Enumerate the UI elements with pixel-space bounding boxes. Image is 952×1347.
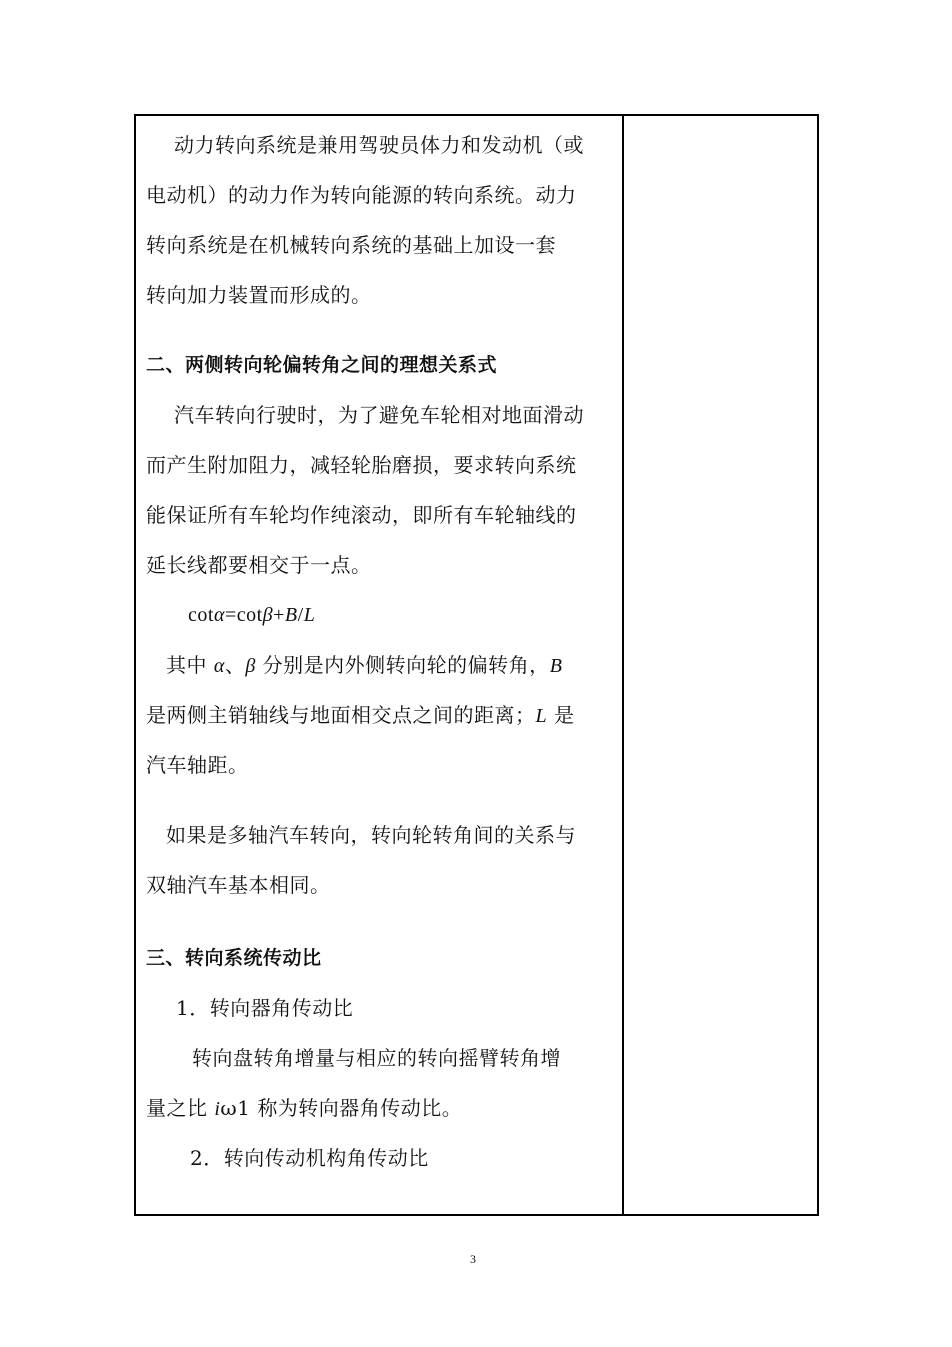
formula-eq: =cot — [224, 604, 263, 626]
section-2-para3-line-1: 如果是多轴汽车转向，转向轮转角间的关系与 — [166, 823, 576, 847]
document-table — [134, 114, 819, 1216]
section-2-para1-line-3: 能保证所有车轮均作纯滚动，即所有车轮轴线的 — [146, 503, 577, 527]
para2-sep: 、 — [224, 653, 246, 677]
section-3-item-1: 1．转向器角传动比 — [176, 996, 354, 1020]
item1-text-a: 量之比 — [146, 1096, 215, 1120]
intro-line-1: 动力转向系统是兼用驾驶员体力和发动机（或 — [174, 133, 584, 157]
section-2-para2-line-2 — [146, 702, 574, 729]
formula-alpha: α — [213, 604, 225, 626]
section-3-heading: 三、转向系统传动比 — [146, 947, 322, 969]
formula-plus: + — [273, 604, 285, 626]
section-3-item-1-text-line-1: 转向盘转角增量与相应的转向摇臂转角增 — [192, 1046, 561, 1070]
para2-alpha: α — [213, 655, 225, 677]
para2-B: B — [549, 655, 563, 677]
section-2-para1-line-4: 延长线都要相交于一点。 — [146, 553, 372, 577]
item1-i: i — [214, 1098, 221, 1120]
formula-slash: / — [297, 604, 304, 626]
steering-formula — [188, 602, 315, 628]
section-2-para1-line-2: 而产生附加阻力，减轻轮胎磨损，要求转向系统 — [146, 453, 577, 477]
para2-L: L — [535, 705, 548, 727]
para2-text-c: 是两侧主销轴线与地面相交点之间的距离； — [146, 703, 536, 727]
formula-cot: cot — [188, 604, 214, 626]
intro-line-3: 转向系统是在机械转向系统的基础上加设一套 — [146, 233, 556, 257]
para2-beta: β — [245, 655, 256, 677]
section-3-item-1-text-line-2 — [146, 1095, 462, 1122]
section-2-heading: 二、两侧转向轮偏转角之间的理想关系式 — [146, 354, 498, 376]
formula-beta: β — [262, 604, 274, 626]
section-2-para3-line-2: 双轴汽车基本相同。 — [146, 873, 331, 897]
section-2-para2-line-3: 汽车轴距。 — [146, 753, 249, 777]
section-3-item-2: 2．转向传动机构角传动比 — [190, 1146, 429, 1170]
page-number: 3 — [470, 1252, 476, 1266]
section-2-para1-line-1: 汽车转向行驶时，为了避免车轮相对地面滑动 — [174, 403, 584, 427]
intro-line-2: 电动机）的动力作为转向能源的转向系统。动力 — [146, 183, 577, 207]
item1-text-b: ω1 称为转向器角传动比。 — [220, 1096, 463, 1120]
column-divider — [622, 116, 624, 1214]
section-2-para2-line-1 — [166, 652, 562, 679]
para2-text-b: 分别是内外侧转向轮的偏转角， — [255, 653, 550, 677]
formula-L: L — [303, 604, 316, 626]
para2-text-d: 是 — [547, 703, 575, 727]
formula-B: B — [284, 604, 298, 626]
intro-line-4: 转向加力装置而形成的。 — [146, 283, 372, 307]
para2-text-a: 其中 — [166, 653, 214, 677]
